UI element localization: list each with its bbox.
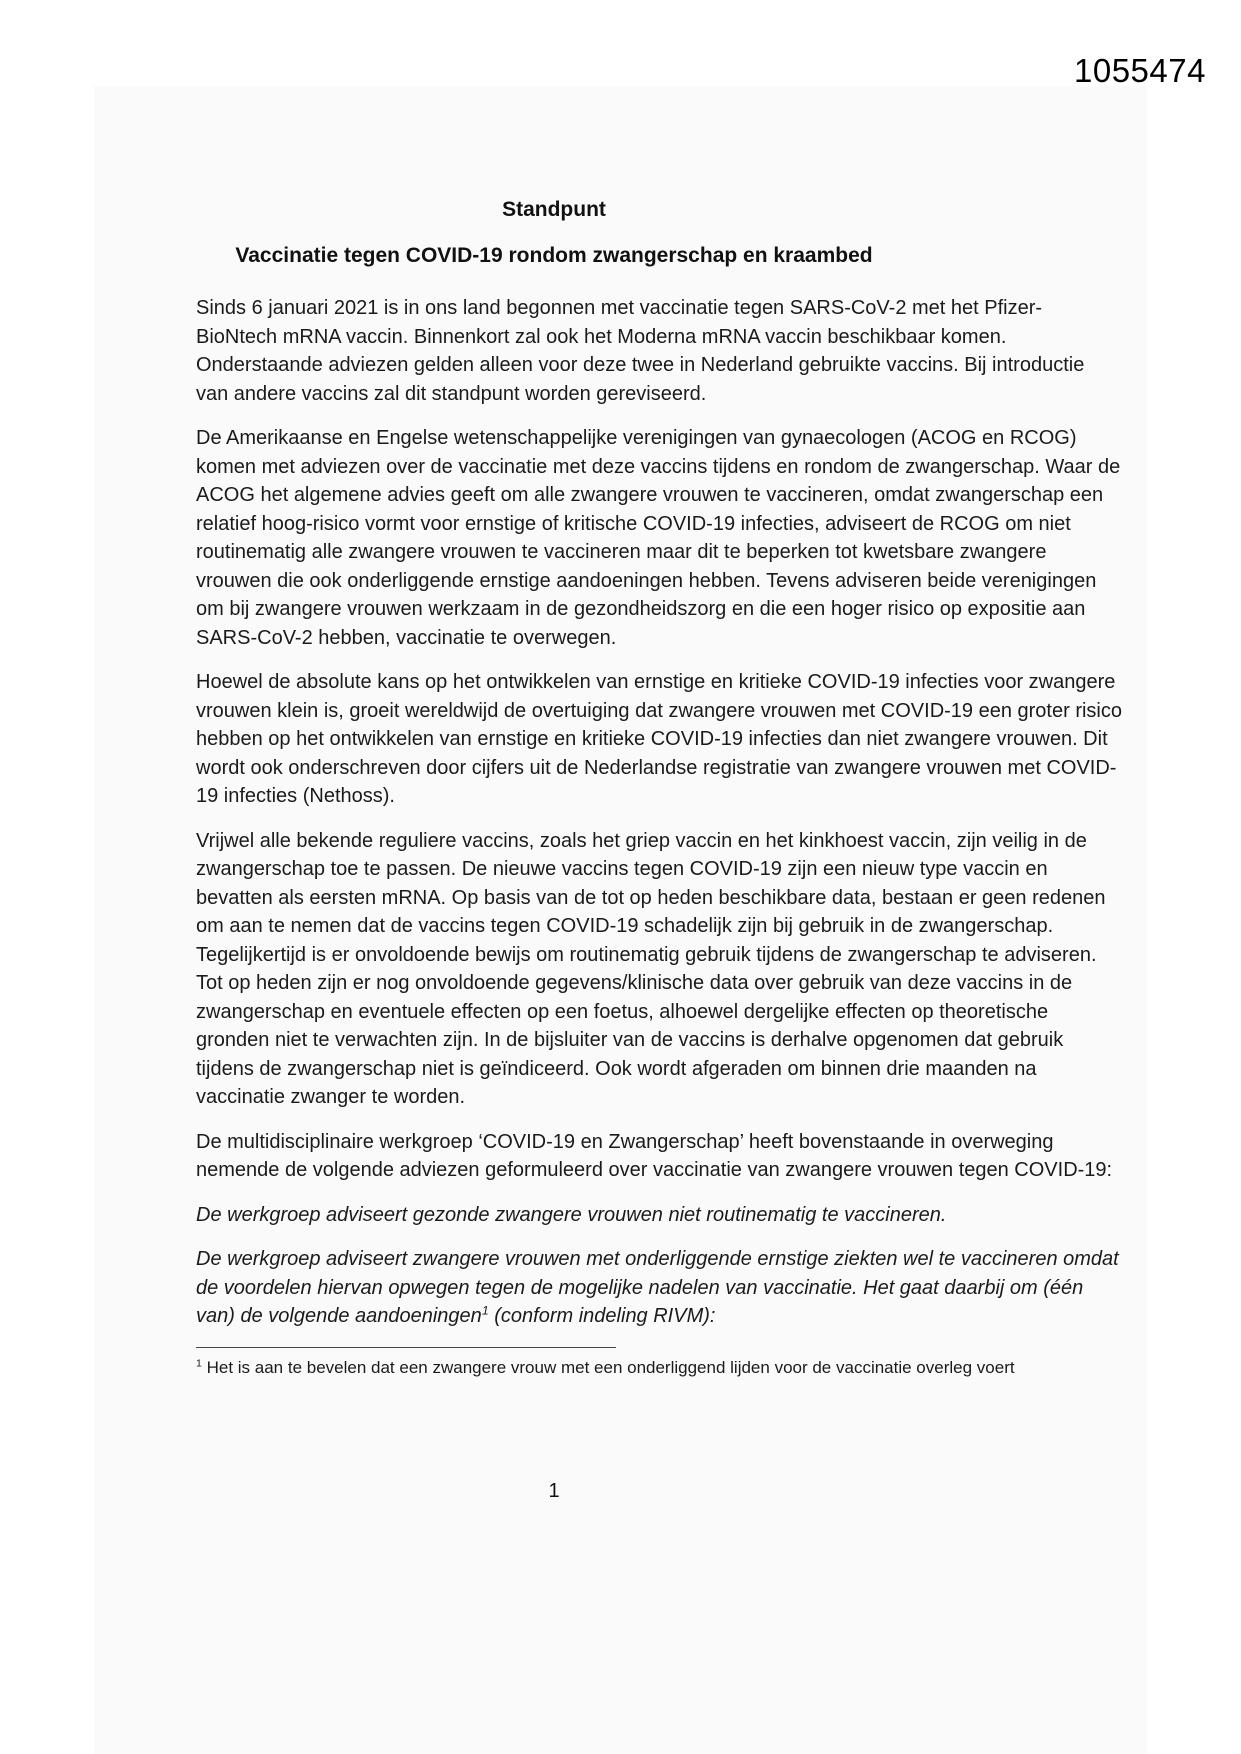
footnote-marker: 1 [196,1356,202,1369]
advice-2-text-after: (conform indeling RIVM): [488,1305,716,1327]
advice-2-text: De werkgroep adviseert zwangere vrouwen met onderliggende ernstige ziekten wel te vaccineren omdat de voordelen hiervan opwegen tegen de mogelijke nadelen van vaccinatie. Het gaat daarbij om (één van) de volgende aandoeningen [196,1248,1119,1327]
footnote-reference: 1 [481,1303,489,1318]
paragraph-acog-rcog: De Amerikaanse en Engelse wetenschappelijke verenigingen van gynaecologen (ACOG en RCOG) komen met adviezen over de vaccinatie met deze vaccins tijdens en rondom de zwangerschap. Waar de ACOG het algemene advies geeft om alle zwangere vrouwen te vaccineren, omdat zwangerschap een relatief hoog-risico vormt voor ernstige of kritische COVID-19 infecties, adviseert de RCOG om niet routinematig alle zwangere vrouwen te vaccineren maar dit te beperken tot kwetsbare zwangere vrouwen die ook onderliggende ernstige aandoeningen hebben. Tevens adviseren beide verenigingen om bij zwangere vrouwen werkzaam in de gezondheidszorg en die een hoger risico op expositie aan SARS-CoV-2 hebben, vaccinatie te overwegen. [196,427,1121,649]
page-number: 1 [548,1480,560,1502]
paragraph-werkgroep-intro: De multidisciplinaire werkgroep ‘COVID-19 en Zwangerschap’ heeft bovenstaande in overweging nemende de volgende adviezen geformuleerd over vaccinatie van zwangere vrouwen tegen COVID-19: [196,1130,1113,1181]
footnote-text: Het is aan te bevelen dat een zwangere vrouw met een onderliggend lijden voor de vaccinatie overleg voert [201,1357,1015,1377]
paragraph-risk: Hoewel de absolute kans op het ontwikkelen van ernstige en kritieke COVID-19 infecties voor zwangere vrouwen klein is, groeit wereldwijd de overtuiging dat zwangere vrouwen met COVID-19 een groter risico hebben op het ontwikkelen van ernstige en kritieke COVID-19 infecties dan niet zwangere vrouwen. Dit wordt ook onderschreven door cijfers uit de Nederlandse registratie van zwangere vrouwen met COVID-19 infecties (Nethoss). [196,671,1122,807]
footnote-separator [196,1347,616,1348]
paragraph-intro-vaccination: Sinds 6 januari 2021 is in ons land begonnen met vaccinatie tegen SARS-CoV-2 met het Pfizer-BioNtech mRNA vaccin. Binnenkort zal ook het Moderna mRNA vaccin beschikbaar komen. Onderstaande adviezen gelden alleen voor deze twee in Nederland gebruikte vaccins. Bij introductie van andere vaccins zal dit standpunt worden gereviseerd. [196,297,1085,405]
paragraph-vaccine-safety: Vrijwel alle bekende reguliere vaccins, zoals het griep vaccin en het kinkhoest vaccin, zijn veilig in de zwangerschap toe te passen. De nieuwe vaccins tegen COVID-19 zijn een nieuw type vaccin en bevatten als eersten mRNA. Op basis van de tot op heden beschikbare data, bestaan er geen redenen om aan te nemen dat de vaccins tegen COVID-19 schadelijk zijn bij gebruik in de zwangerschap. Tegelijkertijd is er onvoldoende bewijs om routinematig gebruik tijdens de zwangerschap te adviseren. Tot op heden zijn er nog onvoldoende gegevens/klinische data over gebruik van deze vaccins in de zwangerschap en eventuele effecten op een foetus, alhoewel dergelijke effecten op theoretische gronden niet te verwachten zijn. In de bijsluiter van de vaccins is derhalve opgenomen dat gebruik tijdens de zwangerschap niet is geïndiceerd. Ook wordt afgeraden om binnen drie maanden na vaccinatie zwanger te worden. [196,829,1106,1108]
document-content [196,196,1122,1379]
heading-block [196,196,912,270]
advice-2 [196,1245,1122,1331]
document-title: Standpunt [502,198,606,221]
document-subtitle: Vaccinatie tegen COVID-19 rondom zwangerschap en kraambed [235,244,873,267]
advice-1: De werkgroep adviseert gezonde zwangere vrouwen niet routinematig te vaccineren. [196,1203,947,1226]
document-id-stamp: 1055474 [1074,52,1206,89]
footnote [196,1357,1122,1379]
